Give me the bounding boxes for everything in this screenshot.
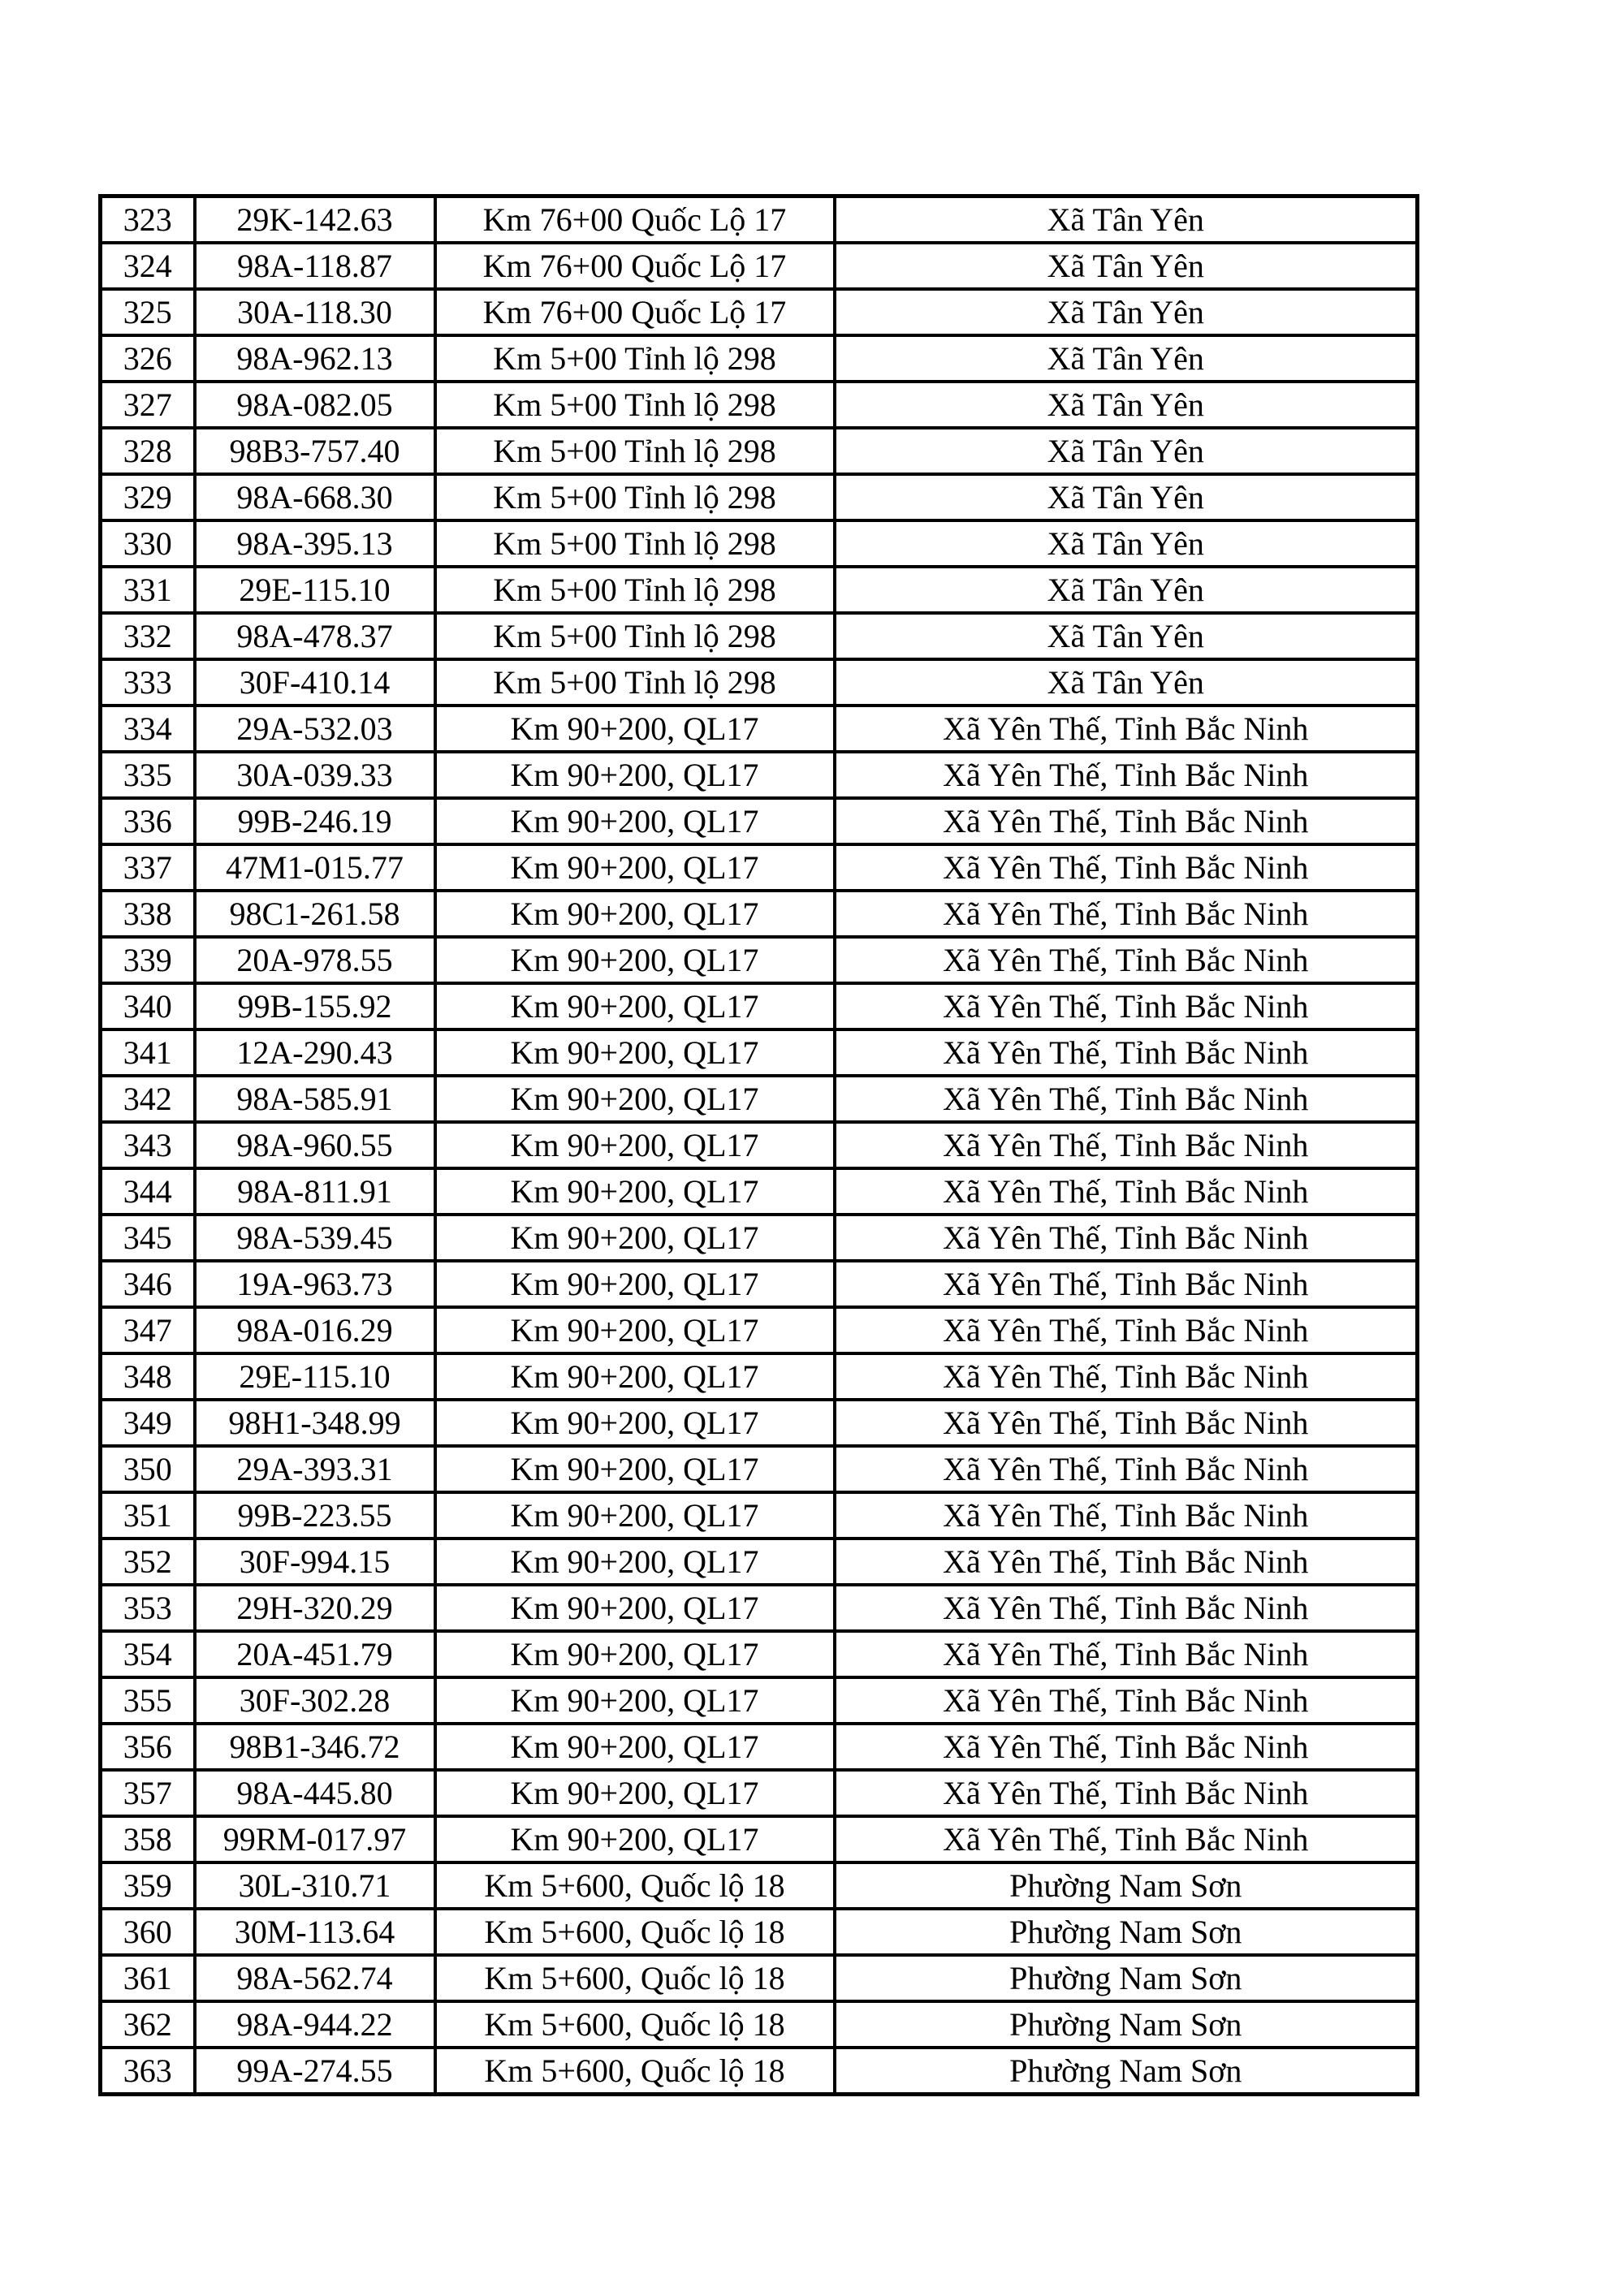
place-cell: Xã Yên Thế, Tỉnh Bắc Ninh xyxy=(835,1816,1418,1862)
location-cell: Km 90+200, QL17 xyxy=(435,752,835,798)
place-cell: Xã Yên Thế, Tỉnh Bắc Ninh xyxy=(835,798,1418,844)
row-number-cell: 336 xyxy=(101,798,195,844)
location-cell: Km 90+200, QL17 xyxy=(435,1261,835,1307)
table-row xyxy=(101,474,1418,520)
table-row xyxy=(101,289,1418,335)
row-number-cell: 323 xyxy=(101,196,195,244)
location-cell: Km 90+200, QL17 xyxy=(435,798,835,844)
place-cell: Xã Tân Yên xyxy=(835,428,1418,474)
location-cell: Km 90+200, QL17 xyxy=(435,1770,835,1816)
place-cell: Xã Yên Thế, Tỉnh Bắc Ninh xyxy=(835,937,1418,983)
vehicle-list-table xyxy=(98,194,1419,2096)
table-row xyxy=(101,1631,1418,1677)
table-row xyxy=(101,1539,1418,1585)
table-row xyxy=(101,196,1418,244)
license-plate-cell: 98A-962.13 xyxy=(195,335,435,382)
location-cell: Km 5+00 Tỉnh lộ 298 xyxy=(435,428,835,474)
place-cell: Phường Nam Sơn xyxy=(835,1862,1418,1909)
location-cell: Km 90+200, QL17 xyxy=(435,1215,835,1261)
table-row xyxy=(101,844,1418,891)
location-cell: Km 5+00 Tỉnh lộ 298 xyxy=(435,335,835,382)
row-number-cell: 324 xyxy=(101,243,195,289)
table-row xyxy=(101,937,1418,983)
location-cell: Km 90+200, QL17 xyxy=(435,1631,835,1677)
table-row xyxy=(101,1076,1418,1122)
table-row xyxy=(101,1400,1418,1446)
table-row xyxy=(101,983,1418,1029)
row-number-cell: 357 xyxy=(101,1770,195,1816)
license-plate-cell: 19A-963.73 xyxy=(195,1261,435,1307)
location-cell: Km 76+00 Quốc Lộ 17 xyxy=(435,196,835,244)
row-number-cell: 351 xyxy=(101,1492,195,1539)
license-plate-cell: 30A-039.33 xyxy=(195,752,435,798)
place-cell: Xã Yên Thế, Tỉnh Bắc Ninh xyxy=(835,1631,1418,1677)
row-number-cell: 341 xyxy=(101,1029,195,1076)
row-number-cell: 342 xyxy=(101,1076,195,1122)
license-plate-cell: 29E-115.10 xyxy=(195,567,435,613)
license-plate-cell: 99A-274.55 xyxy=(195,2048,435,2095)
license-plate-cell: 99RM-017.97 xyxy=(195,1816,435,1862)
table-row xyxy=(101,520,1418,567)
license-plate-cell: 29H-320.29 xyxy=(195,1585,435,1631)
row-number-cell: 363 xyxy=(101,2048,195,2095)
place-cell: Phường Nam Sơn xyxy=(835,2048,1418,2095)
place-cell: Xã Yên Thế, Tỉnh Bắc Ninh xyxy=(835,1539,1418,1585)
table-row xyxy=(101,2001,1418,2048)
place-cell: Xã Tân Yên xyxy=(835,520,1418,567)
place-cell: Xã Tân Yên xyxy=(835,613,1418,659)
table-row xyxy=(101,798,1418,844)
place-cell: Xã Yên Thế, Tỉnh Bắc Ninh xyxy=(835,1770,1418,1816)
table-row xyxy=(101,1168,1418,1215)
row-number-cell: 332 xyxy=(101,613,195,659)
license-plate-cell: 29E-115.10 xyxy=(195,1353,435,1400)
place-cell: Xã Tân Yên xyxy=(835,474,1418,520)
location-cell: Km 90+200, QL17 xyxy=(435,844,835,891)
place-cell: Xã Yên Thế, Tỉnh Bắc Ninh xyxy=(835,752,1418,798)
row-number-cell: 329 xyxy=(101,474,195,520)
table-row xyxy=(101,891,1418,937)
table-row xyxy=(101,1955,1418,2001)
place-cell: Xã Yên Thế, Tỉnh Bắc Ninh xyxy=(835,1029,1418,1076)
license-plate-cell: 30F-302.28 xyxy=(195,1677,435,1724)
place-cell: Xã Yên Thế, Tỉnh Bắc Ninh xyxy=(835,706,1418,752)
row-number-cell: 346 xyxy=(101,1261,195,1307)
license-plate-cell: 99B-246.19 xyxy=(195,798,435,844)
license-plate-cell: 98A-445.80 xyxy=(195,1770,435,1816)
location-cell: Km 90+200, QL17 xyxy=(435,1168,835,1215)
place-cell: Xã Tân Yên xyxy=(835,659,1418,706)
location-cell: Km 90+200, QL17 xyxy=(435,1353,835,1400)
license-plate-cell: 99B-155.92 xyxy=(195,983,435,1029)
location-cell: Km 90+200, QL17 xyxy=(435,1122,835,1168)
row-number-cell: 348 xyxy=(101,1353,195,1400)
license-plate-cell: 98A-668.30 xyxy=(195,474,435,520)
row-number-cell: 361 xyxy=(101,1955,195,2001)
license-plate-cell: 98A-118.87 xyxy=(195,243,435,289)
place-cell: Xã Yên Thế, Tỉnh Bắc Ninh xyxy=(835,1168,1418,1215)
location-cell: Km 5+00 Tỉnh lộ 298 xyxy=(435,613,835,659)
location-cell: Km 5+600, Quốc lộ 18 xyxy=(435,2001,835,2048)
license-plate-cell: 98A-960.55 xyxy=(195,1122,435,1168)
table-row xyxy=(101,1446,1418,1492)
license-plate-cell: 98A-539.45 xyxy=(195,1215,435,1261)
place-cell: Xã Yên Thế, Tỉnh Bắc Ninh xyxy=(835,1677,1418,1724)
row-number-cell: 343 xyxy=(101,1122,195,1168)
place-cell: Xã Tân Yên xyxy=(835,196,1418,244)
location-cell: Km 90+200, QL17 xyxy=(435,1076,835,1122)
license-plate-cell: 29K-142.63 xyxy=(195,196,435,244)
license-plate-cell: 12A-290.43 xyxy=(195,1029,435,1076)
location-cell: Km 90+200, QL17 xyxy=(435,1585,835,1631)
license-plate-cell: 98C1-261.58 xyxy=(195,891,435,937)
license-plate-cell: 98A-016.29 xyxy=(195,1307,435,1353)
location-cell: Km 76+00 Quốc Lộ 17 xyxy=(435,243,835,289)
row-number-cell: 325 xyxy=(101,289,195,335)
row-number-cell: 359 xyxy=(101,1862,195,1909)
place-cell: Phường Nam Sơn xyxy=(835,1955,1418,2001)
license-plate-cell: 20A-451.79 xyxy=(195,1631,435,1677)
place-cell: Xã Yên Thế, Tỉnh Bắc Ninh xyxy=(835,1724,1418,1770)
license-plate-cell: 47M1-015.77 xyxy=(195,844,435,891)
license-plate-cell: 98H1-348.99 xyxy=(195,1400,435,1446)
table-body xyxy=(101,196,1418,2095)
location-cell: Km 5+00 Tỉnh lộ 298 xyxy=(435,520,835,567)
place-cell: Xã Tân Yên xyxy=(835,335,1418,382)
license-plate-cell: 98A-478.37 xyxy=(195,613,435,659)
license-plate-cell: 20A-978.55 xyxy=(195,937,435,983)
table-row xyxy=(101,1122,1418,1168)
row-number-cell: 345 xyxy=(101,1215,195,1261)
location-cell: Km 90+200, QL17 xyxy=(435,1539,835,1585)
license-plate-cell: 30M-113.64 xyxy=(195,1909,435,1955)
table-row xyxy=(101,659,1418,706)
place-cell: Xã Yên Thế, Tỉnh Bắc Ninh xyxy=(835,1492,1418,1539)
license-plate-cell: 98A-585.91 xyxy=(195,1076,435,1122)
license-plate-cell: 30A-118.30 xyxy=(195,289,435,335)
table-row xyxy=(101,1215,1418,1261)
row-number-cell: 353 xyxy=(101,1585,195,1631)
table-row xyxy=(101,1677,1418,1724)
location-cell: Km 5+00 Tỉnh lộ 298 xyxy=(435,474,835,520)
location-cell: Km 5+00 Tỉnh lộ 298 xyxy=(435,659,835,706)
row-number-cell: 352 xyxy=(101,1539,195,1585)
table-row xyxy=(101,1261,1418,1307)
table-row xyxy=(101,1816,1418,1862)
row-number-cell: 344 xyxy=(101,1168,195,1215)
location-cell: Km 90+200, QL17 xyxy=(435,1029,835,1076)
table-row xyxy=(101,752,1418,798)
place-cell: Xã Yên Thế, Tỉnh Bắc Ninh xyxy=(835,1307,1418,1353)
location-cell: Km 90+200, QL17 xyxy=(435,1400,835,1446)
place-cell: Xã Yên Thế, Tỉnh Bắc Ninh xyxy=(835,1261,1418,1307)
row-number-cell: 349 xyxy=(101,1400,195,1446)
location-cell: Km 5+00 Tỉnh lộ 298 xyxy=(435,382,835,428)
table-row xyxy=(101,382,1418,428)
row-number-cell: 328 xyxy=(101,428,195,474)
license-plate-cell: 30F-410.14 xyxy=(195,659,435,706)
license-plate-cell: 98A-562.74 xyxy=(195,1955,435,2001)
table-row xyxy=(101,1909,1418,1955)
row-number-cell: 331 xyxy=(101,567,195,613)
license-plate-cell: 98B1-346.72 xyxy=(195,1724,435,1770)
row-number-cell: 327 xyxy=(101,382,195,428)
row-number-cell: 355 xyxy=(101,1677,195,1724)
license-plate-cell: 98A-082.05 xyxy=(195,382,435,428)
place-cell: Xã Yên Thế, Tỉnh Bắc Ninh xyxy=(835,1353,1418,1400)
row-number-cell: 326 xyxy=(101,335,195,382)
place-cell: Xã Yên Thế, Tỉnh Bắc Ninh xyxy=(835,1585,1418,1631)
table-row xyxy=(101,613,1418,659)
license-plate-cell: 98A-395.13 xyxy=(195,520,435,567)
table-row xyxy=(101,1585,1418,1631)
license-plate-cell: 98B3-757.40 xyxy=(195,428,435,474)
table-row xyxy=(101,1307,1418,1353)
place-cell: Xã Tân Yên xyxy=(835,382,1418,428)
location-cell: Km 90+200, QL17 xyxy=(435,937,835,983)
location-cell: Km 5+600, Quốc lộ 18 xyxy=(435,2048,835,2095)
table-row xyxy=(101,567,1418,613)
row-number-cell: 333 xyxy=(101,659,195,706)
table-row xyxy=(101,706,1418,752)
license-plate-cell: 30F-994.15 xyxy=(195,1539,435,1585)
place-cell: Xã Yên Thế, Tỉnh Bắc Ninh xyxy=(835,1215,1418,1261)
row-number-cell: 337 xyxy=(101,844,195,891)
table-row xyxy=(101,1353,1418,1400)
row-number-cell: 335 xyxy=(101,752,195,798)
row-number-cell: 347 xyxy=(101,1307,195,1353)
place-cell: Phường Nam Sơn xyxy=(835,2001,1418,2048)
place-cell: Xã Yên Thế, Tỉnh Bắc Ninh xyxy=(835,1122,1418,1168)
license-plate-cell: 98A-811.91 xyxy=(195,1168,435,1215)
location-cell: Km 5+600, Quốc lộ 18 xyxy=(435,1909,835,1955)
license-plate-cell: 29A-393.31 xyxy=(195,1446,435,1492)
table-row xyxy=(101,1492,1418,1539)
row-number-cell: 330 xyxy=(101,520,195,567)
location-cell: Km 90+200, QL17 xyxy=(435,706,835,752)
table-row xyxy=(101,428,1418,474)
location-cell: Km 90+200, QL17 xyxy=(435,891,835,937)
location-cell: Km 90+200, QL17 xyxy=(435,1816,835,1862)
location-cell: Km 76+00 Quốc Lộ 17 xyxy=(435,289,835,335)
place-cell: Xã Yên Thế, Tỉnh Bắc Ninh xyxy=(835,844,1418,891)
location-cell: Km 90+200, QL17 xyxy=(435,1492,835,1539)
license-plate-cell: 30L-310.71 xyxy=(195,1862,435,1909)
place-cell: Xã Yên Thế, Tỉnh Bắc Ninh xyxy=(835,1446,1418,1492)
row-number-cell: 350 xyxy=(101,1446,195,1492)
place-cell: Xã Yên Thế, Tỉnh Bắc Ninh xyxy=(835,1400,1418,1446)
table-row xyxy=(101,2048,1418,2095)
place-cell: Phường Nam Sơn xyxy=(835,1909,1418,1955)
location-cell: Km 90+200, QL17 xyxy=(435,1724,835,1770)
place-cell: Xã Tân Yên xyxy=(835,567,1418,613)
license-plate-cell: 98A-944.22 xyxy=(195,2001,435,2048)
location-cell: Km 5+00 Tỉnh lộ 298 xyxy=(435,567,835,613)
table-row xyxy=(101,1770,1418,1816)
license-plate-cell: 29A-532.03 xyxy=(195,706,435,752)
row-number-cell: 334 xyxy=(101,706,195,752)
row-number-cell: 360 xyxy=(101,1909,195,1955)
place-cell: Xã Tân Yên xyxy=(835,289,1418,335)
location-cell: Km 90+200, QL17 xyxy=(435,1677,835,1724)
place-cell: Xã Yên Thế, Tỉnh Bắc Ninh xyxy=(835,1076,1418,1122)
location-cell: Km 90+200, QL17 xyxy=(435,1307,835,1353)
row-number-cell: 354 xyxy=(101,1631,195,1677)
location-cell: Km 90+200, QL17 xyxy=(435,983,835,1029)
location-cell: Km 5+600, Quốc lộ 18 xyxy=(435,1862,835,1909)
row-number-cell: 362 xyxy=(101,2001,195,2048)
place-cell: Xã Yên Thế, Tỉnh Bắc Ninh xyxy=(835,891,1418,937)
row-number-cell: 356 xyxy=(101,1724,195,1770)
table-row xyxy=(101,243,1418,289)
table-row xyxy=(101,335,1418,382)
license-plate-cell: 99B-223.55 xyxy=(195,1492,435,1539)
table-row xyxy=(101,1029,1418,1076)
place-cell: Xã Tân Yên xyxy=(835,243,1418,289)
place-cell: Xã Yên Thế, Tỉnh Bắc Ninh xyxy=(835,983,1418,1029)
row-number-cell: 340 xyxy=(101,983,195,1029)
row-number-cell: 358 xyxy=(101,1816,195,1862)
row-number-cell: 339 xyxy=(101,937,195,983)
table-row xyxy=(101,1724,1418,1770)
row-number-cell: 338 xyxy=(101,891,195,937)
location-cell: Km 90+200, QL17 xyxy=(435,1446,835,1492)
location-cell: Km 5+600, Quốc lộ 18 xyxy=(435,1955,835,2001)
table-row xyxy=(101,1862,1418,1909)
